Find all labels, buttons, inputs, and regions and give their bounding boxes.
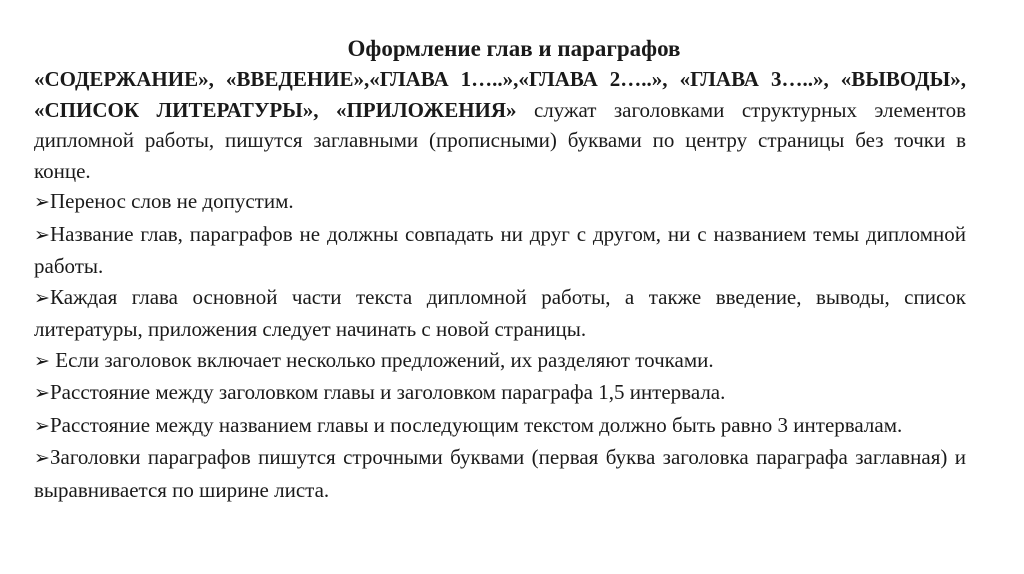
list-item-text: Если заголовок включает несколько предложений, их разделяют точками.: [50, 347, 714, 372]
arrow-bullet-icon: ➢: [34, 448, 50, 469]
page-title: Оформление глав и параграфов: [347, 36, 681, 61]
list-item-text: Заголовки параграфов пишутся строчными буквами (первая буква заголовка параграфа заглавная) и выравнивается по ширине листа.: [34, 445, 966, 502]
list-item: [34, 410, 966, 443]
list-item-text: Расстояние между заголовком главы и заголовком параграфа 1,5 интервала.: [50, 380, 726, 404]
list-item: [34, 345, 966, 378]
list-item: [34, 219, 966, 282]
list-item: [34, 186, 966, 219]
intro-paragraph: [34, 64, 966, 186]
list-item: [34, 442, 966, 505]
list-item: [34, 377, 966, 410]
arrow-bullet-icon: ➢: [34, 192, 50, 213]
arrow-bullet-icon: ➢: [34, 383, 50, 404]
arrow-bullet-icon: ➢: [34, 415, 50, 437]
arrow-bullet-icon: ➢: [34, 224, 50, 246]
intro-text: служат заголовками структурных элементов дипломной работы, пишутся заглавными (прописными) буквами по центру страницы без точки в конце.: [34, 97, 966, 183]
list-item-text: Перенос слов не допустим.: [50, 189, 294, 213]
list-item: [34, 282, 966, 345]
list-item-text: Каждая глава основной части текста дипломной работы, а также введение, выводы, список литературы, приложения следует начинать с новой страницы.: [34, 284, 966, 341]
list-item-text: Расстояние между названием главы и последующим текстом должно быть равно 3 интервалам.: [50, 412, 903, 437]
list-item-text: Название глав, параграфов не должны совпадать ни друг с другом, ни с названием темы дипломной работы.: [34, 221, 966, 278]
arrow-bullet-icon: ➢: [34, 287, 50, 309]
arrow-bullet-icon: ➢: [34, 350, 50, 372]
intro-bold-headings: «СОДЕРЖАНИЕ», «ВВЕДЕНИЕ»,«ГЛАВА 1…..»,«ГЛАВА 2…..», «ГЛАВА 3…..», «ВЫВОДЫ», «СПИСОК ЛИТЕРАТУРЫ», «ПРИЛОЖЕНИЯ»: [34, 67, 966, 122]
